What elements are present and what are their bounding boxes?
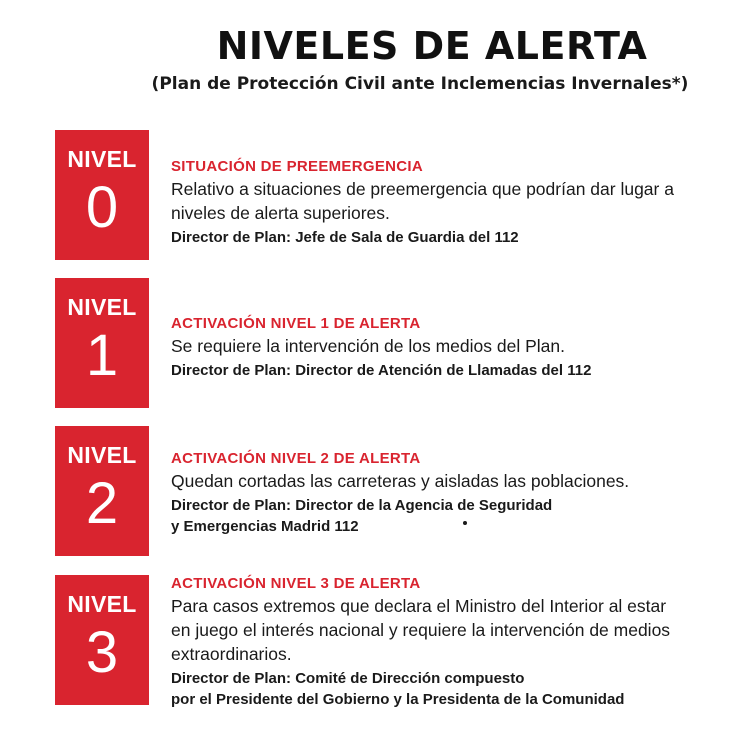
level-director	[171, 227, 740, 248]
level-content	[171, 157, 740, 248]
description-line: Quedan cortadas las carreteras y aisladas las poblaciones.	[171, 471, 630, 491]
level-description	[171, 594, 740, 666]
badge-number: 0	[85, 175, 119, 240]
badge-number: 2	[85, 471, 119, 536]
director-line: Director de Plan: Director de Atención de Llamadas del 112	[171, 362, 592, 379]
page-subtitle: (Plan de Protección Civil ante Inclemencias Invernales*)	[151, 74, 689, 94]
stray-dot	[463, 521, 467, 525]
director-line: por el Presidente del Gobierno y la Presidenta de la Comunidad	[171, 691, 625, 708]
level-badge	[55, 575, 149, 705]
level-heading: SITUACIÓN DE PREEMERGENCIA	[171, 158, 423, 175]
director-line: y Emergencias Madrid 112	[171, 518, 359, 535]
level-content	[171, 314, 740, 381]
director-line: Director de Plan: Director de la Agencia de Seguridad	[171, 497, 553, 514]
level-director	[171, 360, 740, 381]
description-line: niveles de alerta superiores.	[171, 203, 390, 223]
description-line: en juego el interés nacional y requiere la intervención de medios	[171, 620, 671, 640]
level-badge	[55, 278, 149, 408]
level-director	[171, 495, 740, 537]
level-badge	[55, 130, 149, 260]
level-director	[171, 668, 740, 710]
description-line: Se requiere la intervención de los medios del Plan.	[171, 336, 565, 356]
description-line: Relativo a situaciones de preemergencia que podrían dar lugar a	[171, 179, 674, 199]
page-title: NIVELES DE ALERTA	[216, 24, 648, 68]
description-line: Para casos extremos que declara el Ministro del Interior al estar	[171, 596, 667, 616]
level-heading: ACTIVACIÓN NIVEL 1 DE ALERTA	[171, 315, 421, 332]
level-content	[171, 449, 740, 537]
level-heading: ACTIVACIÓN NIVEL 3 DE ALERTA	[171, 575, 421, 592]
badge-number: 3	[85, 620, 119, 685]
level-description	[171, 469, 740, 493]
director-line: Director de Plan: Jefe de Sala de Guardia del 112	[171, 229, 519, 246]
badge-label: NIVEL	[67, 591, 137, 617]
level-description	[171, 334, 740, 358]
level-content	[171, 574, 740, 710]
level-description	[171, 177, 740, 225]
badge-label: NIVEL	[67, 294, 137, 320]
badge-number: 1	[85, 323, 119, 388]
level-badge	[55, 426, 149, 556]
badge-label: NIVEL	[67, 442, 137, 468]
badge-label: NIVEL	[67, 146, 137, 172]
director-line: Director de Plan: Comité de Dirección compuesto	[171, 670, 525, 687]
level-heading: ACTIVACIÓN NIVEL 2 DE ALERTA	[171, 450, 421, 467]
description-line: extraordinarios.	[171, 644, 292, 664]
